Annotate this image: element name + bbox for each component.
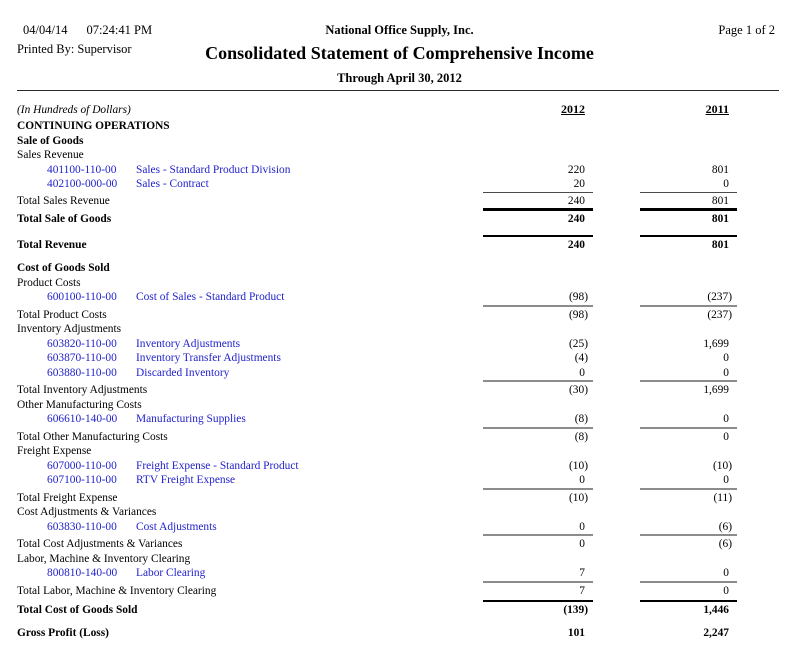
row-label: Other Manufacturing Costs	[17, 398, 142, 411]
amount-2011	[640, 192, 737, 209]
amount-2011	[640, 427, 737, 445]
report-row	[0, 235, 799, 253]
account-description-link[interactable]: Inventory Transfer Adjustments	[136, 352, 281, 364]
row-gap	[0, 618, 799, 626]
row-label: Total Cost Adjustments & Variances	[17, 538, 183, 550]
account-number-link[interactable]: 606610-140-00	[47, 413, 118, 425]
amount-value: 801	[711, 194, 729, 207]
account-number-link[interactable]: 603820-110-00	[47, 337, 117, 350]
amount-2012	[483, 163, 593, 178]
account-description-link[interactable]: Freight Expense - Standard Product	[136, 459, 299, 472]
account-description-link[interactable]: Labor Clearing	[136, 567, 206, 579]
amount-2011	[640, 380, 737, 398]
amount-value: 0	[723, 430, 729, 443]
row-label: Total Labor, Machine & Inventory Clearing	[17, 584, 217, 597]
amount-2011	[640, 473, 737, 488]
amount-2011	[640, 566, 737, 581]
row-label	[0, 412, 483, 427]
row-label	[0, 566, 483, 581]
amount-value: 0	[723, 567, 729, 579]
row-label: Sale of Goods	[17, 134, 84, 147]
account-description-link[interactable]: Inventory Adjustments	[136, 337, 241, 350]
amount-value: 0	[723, 413, 729, 425]
amount-value: 0	[579, 366, 585, 379]
report-row	[0, 600, 799, 618]
amount-value: 0	[723, 584, 729, 597]
row-label	[0, 351, 483, 366]
account-number-link[interactable]: 603870-110-00	[47, 352, 117, 364]
amount-2011	[640, 235, 737, 253]
report-body	[0, 119, 799, 640]
amount-2012	[483, 412, 593, 427]
account-number-link[interactable]: 401100-110-00	[47, 163, 117, 176]
amount-value: (6)	[718, 520, 732, 533]
amount-value: 0	[723, 366, 729, 379]
amount-2012	[483, 305, 593, 323]
row-label: Total Sales Revenue	[17, 194, 110, 207]
row-label: Total Revenue	[17, 238, 87, 251]
account-number-link[interactable]: 600100-110-00	[47, 291, 117, 303]
header-divider	[17, 90, 779, 91]
amount-2011	[640, 208, 737, 227]
row-label: Cost Adjustments & Variances	[17, 506, 157, 518]
account-row	[0, 459, 799, 474]
column-header-year-2011: 2011	[705, 101, 729, 116]
amount-value: (139)	[563, 604, 588, 616]
amount-2012	[483, 366, 593, 381]
amount-2012	[483, 459, 593, 474]
row-label: Sales Revenue	[17, 149, 84, 161]
column-header-year-2012: 2012	[561, 101, 585, 116]
amount-2011	[640, 163, 737, 178]
amount-value: 20	[573, 178, 585, 190]
report-table	[0, 100, 799, 640]
amount-2011	[640, 520, 737, 535]
amount-2012	[483, 534, 593, 552]
amount-value: 801	[711, 213, 729, 225]
amount-value: 0	[723, 178, 729, 190]
row-label: Total Sale of Goods	[17, 213, 112, 225]
amount-value: 0	[723, 474, 729, 486]
row-label: CONTINUING OPERATIONS	[17, 120, 170, 132]
row-label: Total Other Manufacturing Costs	[17, 430, 168, 443]
account-row	[0, 290, 799, 305]
report-row	[0, 192, 799, 209]
row-label: Total Inventory Adjustments	[17, 384, 148, 396]
report-row	[0, 626, 799, 641]
report-header	[0, 0, 799, 100]
amount-2011	[640, 412, 737, 427]
row-label	[0, 459, 483, 474]
amount-2012	[483, 208, 593, 227]
amount-2012	[483, 520, 593, 535]
row-label	[0, 337, 483, 352]
amount-2011	[640, 459, 737, 474]
amount-2011	[640, 626, 737, 641]
row-label: Inventory Adjustments	[17, 323, 122, 335]
amount-value: 240	[567, 194, 585, 207]
amount-value: 0	[723, 352, 729, 364]
amount-value: 801	[711, 238, 729, 251]
amount-value: 220	[567, 163, 585, 176]
account-row	[0, 351, 799, 366]
column-header-cell-2011	[640, 102, 737, 118]
amount-value: 240	[567, 213, 585, 225]
amount-value: 0	[579, 538, 585, 550]
amount-value: (10)	[569, 491, 588, 504]
amount-value: 1,699	[703, 384, 729, 396]
row-label	[0, 473, 483, 488]
amount-value: 240	[567, 238, 585, 251]
page-number: Page 1 of 2	[718, 23, 775, 37]
amount-value: (98)	[569, 308, 588, 321]
report-row	[0, 322, 799, 337]
amount-value: (237)	[707, 308, 732, 321]
amount-value: (10)	[569, 459, 588, 472]
amount-2012	[483, 488, 593, 506]
report-row	[0, 261, 799, 276]
amount-2012	[483, 192, 593, 209]
amount-value: (30)	[569, 384, 588, 396]
row-label	[0, 290, 483, 305]
amount-2012	[483, 600, 593, 618]
amount-2011	[640, 600, 737, 618]
amount-value: 2,247	[703, 626, 729, 639]
units-note: (In Hundreds of Dollars)	[17, 103, 131, 116]
amount-2012	[483, 235, 593, 253]
amount-2011	[640, 581, 737, 599]
report-row	[0, 534, 799, 552]
account-number-link[interactable]: 607100-110-00	[47, 474, 117, 486]
report-row	[0, 119, 799, 134]
column-header-row	[0, 100, 799, 117]
row-label: Labor, Machine & Inventory Clearing	[17, 552, 191, 565]
amount-2012	[483, 337, 593, 352]
amount-value: 1,446	[703, 604, 729, 616]
report-row	[0, 148, 799, 163]
account-row	[0, 163, 799, 178]
amount-value: (98)	[569, 291, 588, 303]
amount-value: (8)	[574, 430, 588, 443]
account-number-link[interactable]: 607000-110-00	[47, 459, 117, 472]
row-label: Total Product Costs	[17, 308, 107, 321]
account-description-link[interactable]: Sales - Contract	[136, 178, 209, 190]
row-gap	[0, 252, 799, 261]
row-gap	[0, 227, 799, 235]
report-row	[0, 581, 799, 599]
account-row	[0, 337, 799, 352]
company-name: National Office Supply, Inc.	[325, 23, 474, 37]
account-description-link[interactable]: Manufacturing Supplies	[136, 413, 246, 425]
row-label: Product Costs	[17, 276, 81, 289]
report-row	[0, 208, 799, 227]
row-label	[0, 366, 483, 381]
amount-2012	[483, 380, 593, 398]
amount-2011	[640, 305, 737, 323]
print-date: 04/04/14	[23, 23, 68, 37]
report-row	[0, 505, 799, 520]
amount-2012	[483, 290, 593, 305]
amount-2011	[640, 351, 737, 366]
amount-value: (25)	[569, 337, 588, 350]
account-description-link[interactable]: Discarded Inventory	[136, 366, 230, 379]
row-label: Cost of Goods Sold	[17, 262, 110, 274]
report-row	[0, 444, 799, 459]
report-row	[0, 134, 799, 149]
amount-2011	[640, 337, 737, 352]
amount-2012	[483, 427, 593, 445]
report-row	[0, 276, 799, 291]
report-title: Consolidated Statement of Comprehensive Income	[205, 43, 594, 63]
account-description-link[interactable]: Cost Adjustments	[136, 520, 217, 533]
printed-by-label: Printed By:	[17, 42, 75, 56]
account-row	[0, 473, 799, 488]
report-row	[0, 427, 799, 445]
amount-2012	[483, 581, 593, 599]
column-header-cell-2012	[483, 102, 593, 118]
report-row	[0, 305, 799, 323]
amount-value: (237)	[707, 291, 732, 303]
amount-value: (4)	[574, 352, 588, 364]
amount-2012	[483, 177, 593, 192]
amount-2012	[483, 351, 593, 366]
amount-2012	[483, 566, 593, 581]
amount-2011	[640, 290, 737, 305]
printed-by-value: Supervisor	[77, 42, 132, 56]
amount-value: 0	[579, 520, 585, 533]
account-number-link[interactable]: 603880-110-00	[47, 366, 117, 379]
report-row	[0, 398, 799, 413]
report-row	[0, 552, 799, 567]
report-subtitle: Through April 30, 2012	[337, 71, 462, 85]
row-label	[0, 520, 483, 535]
amount-2011	[640, 177, 737, 192]
amount-value: 7	[579, 584, 585, 597]
row-label: Total Freight Expense	[17, 491, 118, 504]
account-row	[0, 177, 799, 192]
account-row	[0, 412, 799, 427]
amount-2011	[640, 488, 737, 506]
amount-2011	[640, 366, 737, 381]
account-row	[0, 520, 799, 535]
account-description-link[interactable]: RTV Freight Expense	[136, 474, 236, 486]
amount-value: (6)	[718, 538, 732, 550]
amount-value: 801	[711, 163, 729, 176]
account-row	[0, 566, 799, 581]
account-row	[0, 366, 799, 381]
report-row	[0, 488, 799, 506]
amount-2011	[640, 534, 737, 552]
account-description-link[interactable]: Cost of Sales - Standard Product	[136, 291, 285, 303]
amount-value: (8)	[574, 413, 588, 425]
row-label	[0, 163, 483, 178]
amount-2012	[483, 473, 593, 488]
account-number-link[interactable]: 800810-140-00	[47, 567, 118, 579]
amount-value: 0	[579, 474, 585, 486]
amount-value: (11)	[713, 491, 732, 504]
amount-2012	[483, 626, 593, 641]
account-number-link[interactable]: 402100-000-00	[47, 178, 118, 190]
amount-value: (10)	[713, 459, 732, 472]
print-time: 07:24:41 PM	[86, 23, 153, 37]
account-number-link[interactable]: 603830-110-00	[47, 520, 117, 533]
row-label: Freight Expense	[17, 445, 92, 457]
amount-value: 7	[579, 567, 585, 579]
amount-value: 1,699	[703, 337, 729, 350]
amount-value: 101	[567, 626, 585, 639]
account-description-link[interactable]: Sales - Standard Product Division	[136, 163, 291, 176]
row-label: Gross Profit (Loss)	[17, 626, 109, 639]
report-row	[0, 380, 799, 398]
row-label	[0, 177, 483, 192]
row-label: Total Cost of Goods Sold	[17, 604, 138, 616]
